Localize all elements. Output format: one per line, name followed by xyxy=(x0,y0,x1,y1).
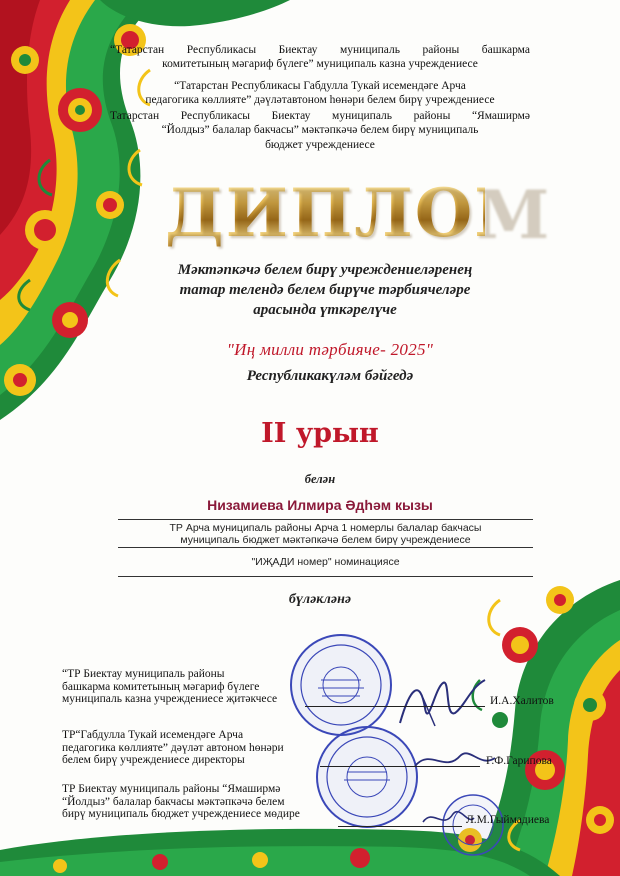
signature-1-name: И.А.Халитов xyxy=(490,695,554,707)
signature-3-line-1: ТР Биектау муниципаль районы “Ямаширмә xyxy=(62,783,281,795)
signature-1-line-3: муниципаль казна учреждениесе җитәкчесе xyxy=(62,693,278,705)
with-word: белән xyxy=(304,472,336,486)
award-place: II урын xyxy=(261,418,379,449)
contest-name: "Иң милли тәрбияче- 2025" xyxy=(226,340,434,359)
header-line-7: бюджет учреждениесе xyxy=(265,139,375,151)
header-line-2: комитетының мәгариф бүлеге” муниципаль казна учреждениесе xyxy=(162,58,478,70)
signature-3-line-2: “Йолдыз” балалар бакчасы мәктәпкәчә белем xyxy=(62,795,285,808)
signature-2-line-3: белем бирү учреждениесе директоры xyxy=(62,754,245,766)
signature-1-line-1: “ТР Биектау муниципаль районы xyxy=(62,668,225,680)
signature-3-name: Л.М.Гыймадиева xyxy=(466,814,550,826)
rule-2 xyxy=(118,547,533,548)
header-line-3: “Татарстан Республикасы Габдулла Тукай исемендәге Арча xyxy=(174,80,466,92)
institution-line-2: муниципаль бюджет мәктәпкәчә белем бирү учреждениесе xyxy=(180,534,471,546)
diploma-title: ДИПЛОМ xyxy=(165,174,550,252)
header-line-5: Татарстан Республикасы Биектау муниципаль районы “Ямаширмә xyxy=(110,110,530,122)
rule-3 xyxy=(118,576,533,577)
signature-2-line-2: педагогика көллияте” дәүләт автоном һөнәри xyxy=(62,741,284,754)
nomination: "ИҖАДИ номер" номинациясе xyxy=(251,556,400,568)
header-line-1: “Татарстан Республикасы Биектау муниципаль районы башкарма xyxy=(110,44,530,56)
signature-2-line-1: ТР“Габдулла Тукай исемендәге Арча xyxy=(62,729,244,741)
signature-block-3 xyxy=(62,783,322,821)
subtitle-line-2: татар телендә белем бирүче тәрбиячеләре xyxy=(179,282,471,298)
signature-2-name: Г.Ф.Гарипова xyxy=(486,755,552,767)
winner-name: Низамиева Илмира Әдһәм кызы xyxy=(207,497,433,513)
subtitle-line-1: Мәктәпкәчә белем бирү учреждениеләренең xyxy=(177,262,473,278)
official-stamp-bottom xyxy=(312,722,422,832)
header-line-4: педагогика көллияте” дәүләтавтоном һөнәри белем бирү учреждениесе xyxy=(145,94,495,106)
institution-line-1: ТР Арча муниципаль районы Арча 1 номерлы балалар бакчасы xyxy=(169,522,482,534)
signature-3-rule xyxy=(338,826,462,827)
signature-3-line-3: бирү муниципаль бюджет учреждениесе мөдире xyxy=(62,808,300,820)
rule-1 xyxy=(118,519,533,520)
signature-1-mark xyxy=(395,668,490,738)
signature-block-2 xyxy=(62,729,322,767)
signature-1-rule xyxy=(305,706,485,707)
subtitle-line-3: арасында үткәрелүче xyxy=(253,302,397,318)
signature-block-1 xyxy=(62,668,322,706)
signature-2-rule xyxy=(320,766,480,767)
contest-level: Республикакүләм бәйгедә xyxy=(246,368,414,384)
header-line-6: “Йолдыз” балалар бакчасы” мәктәпкәчә белем бирү муниципаль xyxy=(161,124,479,136)
signature-1-line-2: башкарма комитетының мәгариф бүлеге xyxy=(62,680,260,693)
awarded-word: бүләкләнә xyxy=(288,592,352,607)
